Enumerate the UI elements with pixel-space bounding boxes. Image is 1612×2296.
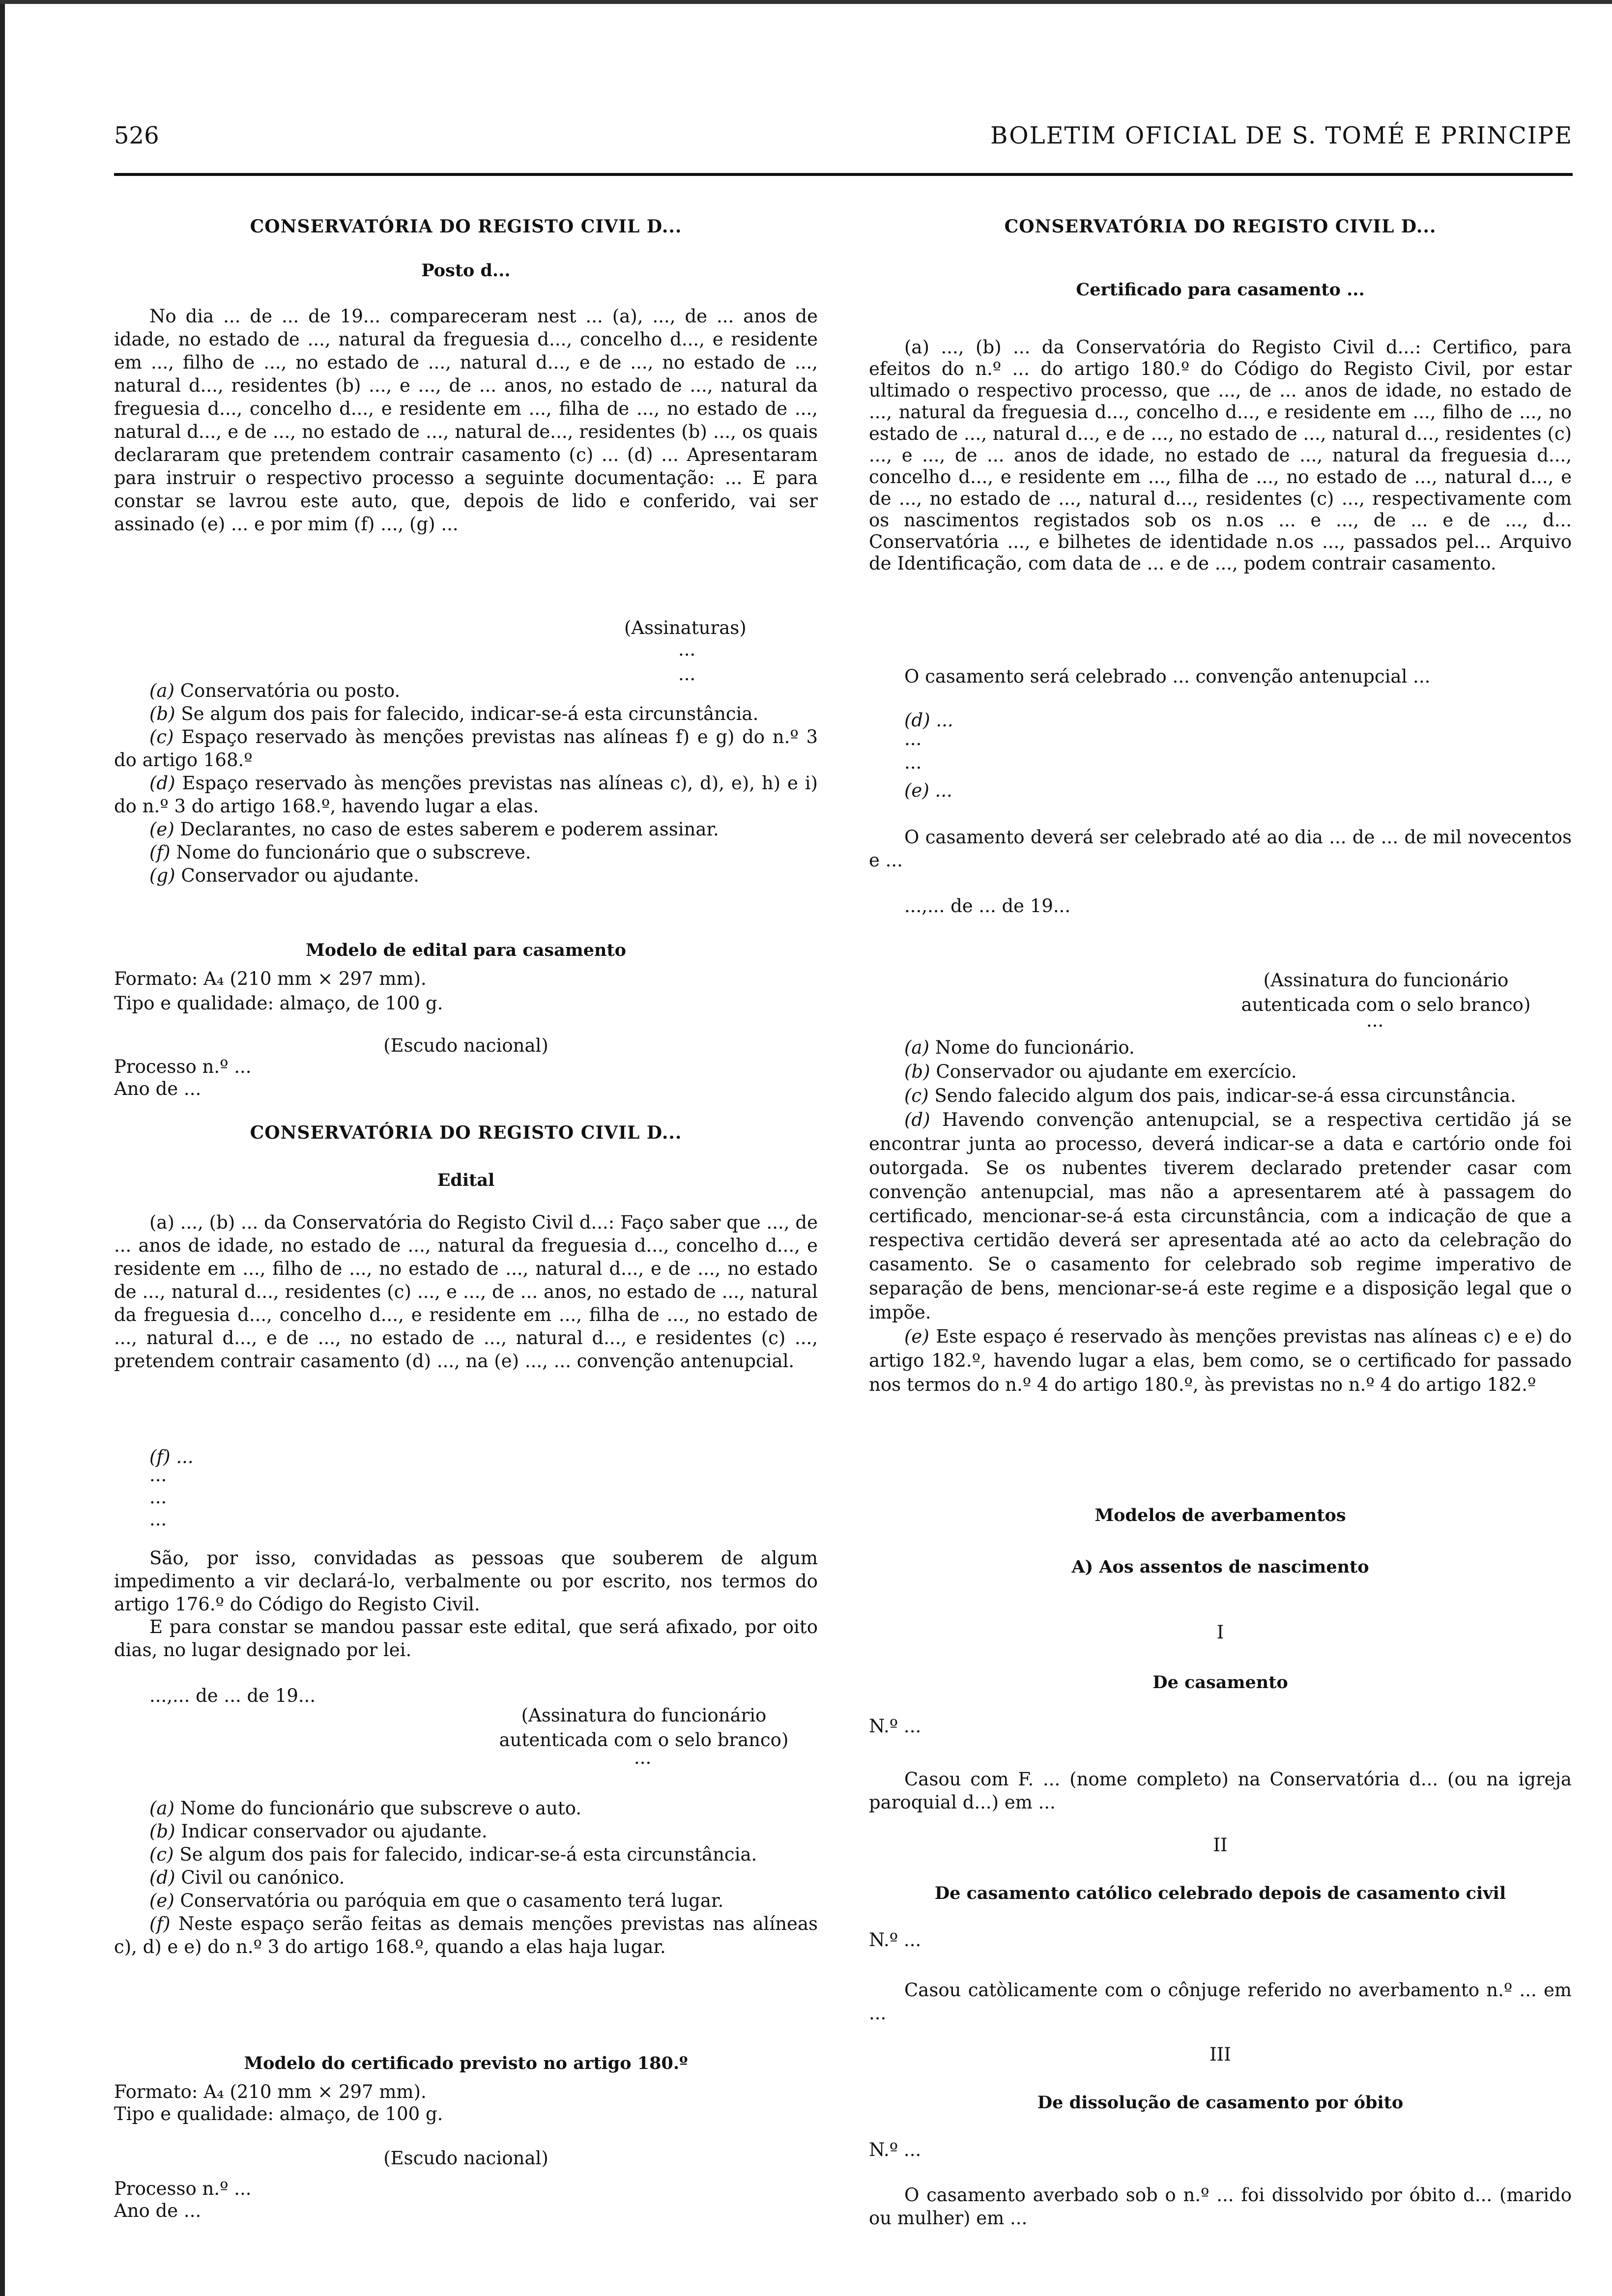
footnotes <box>114 1797 818 1958</box>
section-heading: CONSERVATÓRIA DO REGISTO CIVIL D... <box>1004 216 1437 237</box>
footnote <box>114 702 818 725</box>
page-edge-left <box>0 0 5 2296</box>
ellipsis: ... <box>634 1747 652 1768</box>
averbamento-number: N.º ... <box>869 2139 921 2160</box>
footnote-label: (c) <box>149 726 174 747</box>
body-paragraph: São, por isso, convidadas as pessoas que souberem de algum impedimento a vir declará-lo, verbalmente ou por escrito, nos termos do artigo 176.º do Código do Registo Civil. <box>114 1548 818 1615</box>
signature-block <box>472 1703 816 1752</box>
footnote-label: (f) <box>149 1913 171 1934</box>
footnote-label: (f) <box>149 842 171 863</box>
footnote-text: Nome do funcionário que subscreve o auto. <box>180 1798 582 1819</box>
footnote <box>114 679 818 702</box>
footnote <box>114 841 818 864</box>
body-paragraph: (a) ..., (b) ... da Conservatória do Registo Civil d...: Certifico, para efeitos do n.º ... do artigo 180.º do Código do Registo Civil, por estar ultimado o respectivo processo, que ..., de ... anos de idade, no estado de ..., natural da freguesia d..., concelho d..., e residente em ..., filho de ..., no estado de ..., natural d..., e de ..., no estado de ..., natural d..., residentes (c) ..., e ..., de ... anos de idade, no estado de ..., natural da freguesia d..., concelho d..., e residente em ..., filha de ..., no estado de ..., natural d..., e de ..., no estado de ..., natural d..., residentes (c) ..., respectivamente com os nascimentos registados sob os n.os ... e ..., de ... e de ..., d... Conservatória ..., e bilhetes de identidade n.os ..., passados pel... Arquivo de Identificação, com data de ... e de ..., podem contrair casamento. <box>869 337 1572 574</box>
footnote-label: (e) <box>149 1890 174 1911</box>
ellipsis: ... <box>678 639 696 660</box>
section-subheading: Edital <box>437 1170 495 1190</box>
ellipsis: ... <box>904 752 922 773</box>
type-line: Tipo e qualidade: almaço, de 100 g. <box>114 993 443 1014</box>
footnote-label: (d) <box>149 773 175 794</box>
ellipsis: ... <box>149 1464 167 1486</box>
process-year: Ano de ... <box>114 2200 202 2221</box>
footnote-text: Civil ou canónico. <box>181 1867 345 1888</box>
header-rule <box>114 173 1573 176</box>
section-subheading: Posto d... <box>421 260 511 281</box>
footnote <box>114 1843 818 1866</box>
ellipsis: ... <box>149 1509 167 1530</box>
averbamentos-title: Modelos de averbamentos <box>1094 1505 1346 1525</box>
averbamento-number: N.º ... <box>869 1929 921 1951</box>
footnote-text: Conservador ou ajudante em exercício. <box>936 1061 1297 1082</box>
ellipsis: ... <box>904 728 922 749</box>
footnote <box>869 1324 1572 1397</box>
footnote <box>114 1889 818 1912</box>
footnote-label: (e) <box>904 1326 929 1347</box>
footnote <box>869 1060 1572 1084</box>
footnote-label: (b) <box>149 703 175 724</box>
placeholder-e: (e) ... <box>904 780 952 801</box>
footnotes <box>869 1035 1572 1397</box>
page-number: 526 <box>114 122 159 149</box>
footnote <box>114 725 818 772</box>
footnote-text: Conservador ou ajudante. <box>181 865 420 886</box>
emblem-label: (Escudo nacional) <box>383 2148 548 2169</box>
averbamento-title: De casamento <box>1152 1672 1288 1693</box>
type-line: Tipo e qualidade: almaço, de 100 g. <box>114 2103 443 2124</box>
footnote-text: Indicar conservador ou ajudante. <box>181 1821 488 1842</box>
averbamento-text: O casamento averbado sob o n.º ... foi dissolvido por óbito d... (marido ou mulher) em ... <box>869 2184 1572 2229</box>
footnote <box>114 1797 818 1820</box>
footnote <box>114 864 818 887</box>
footnote-label: (a) <box>149 680 174 701</box>
process-info <box>114 2178 818 2222</box>
averbamento-text: Casou catòlicamente com o cônjuge referido no averbamento n.º ... em ... <box>869 1980 1572 2024</box>
footnote-label: (d) <box>904 1109 930 1130</box>
signature-line-2: autenticada com o selo branco) <box>1241 994 1531 1015</box>
averbamento-text: Casou com F. ... (nome completo) na Conservatória d... (ou na igreja paroquial d...) em ... <box>869 1769 1572 1813</box>
footnote-text: Espaço reservado às menções previstas nas alíneas f) e g) do n.º 3 do artigo 168.º <box>114 726 818 771</box>
footnote-label: (b) <box>904 1061 930 1082</box>
model-format <box>114 967 818 1016</box>
placeholder-f: (f) ... <box>149 1446 194 1467</box>
averbamentos-subtitle: A) Aos assentos de nascimento <box>1071 1557 1369 1577</box>
emblem-label: (Escudo nacional) <box>383 1035 548 1056</box>
footnote <box>114 1820 818 1843</box>
footnote <box>114 1866 818 1889</box>
ellipsis: ... <box>678 663 696 685</box>
averbamento-number: N.º ... <box>869 1716 921 1737</box>
signatures-label: (Assinaturas) <box>624 617 747 638</box>
signature-line-1: (Assinatura do funcionário <box>521 1705 767 1726</box>
averbamento-title: De dissolução de casamento por óbito <box>1037 2093 1404 2113</box>
footnote-text: Nome do funcionário. <box>935 1037 1135 1058</box>
signature-line-1: (Assinatura do funcionário <box>1263 970 1509 991</box>
process-year: Ano de ... <box>114 1078 202 1099</box>
ellipsis: ... <box>1366 1010 1384 1031</box>
process-info <box>114 1056 818 1100</box>
footnote-label: (a) <box>904 1037 929 1058</box>
footnote <box>869 1084 1572 1108</box>
format-line: Formato: A₄ (210 mm × 297 mm). <box>114 2081 427 2102</box>
footnote-label: (g) <box>149 865 175 886</box>
format-line: Formato: A₄ (210 mm × 297 mm). <box>114 968 427 989</box>
footnote-text: Nome do funcionário que o subscreve. <box>176 842 531 863</box>
footnote-label: (a) <box>149 1798 174 1819</box>
footnotes <box>114 679 818 887</box>
footnote <box>869 1035 1572 1060</box>
averbamento-title: De casamento católico celebrado depois de casamento civil <box>934 1883 1506 1903</box>
body-paragraph: O casamento será celebrado ... convenção antenupcial ... <box>904 666 1431 687</box>
placeholder-d: (d) ... <box>904 710 953 731</box>
footnote-label: (d) <box>149 1867 175 1888</box>
footnote-text: Espaço reservado às menções previstas nas alíneas c), d), e), h) e i) do n.º 3 do artigo 168.º, havendo lugar a elas. <box>114 773 818 817</box>
footnote <box>114 818 818 841</box>
date-line: ...,... de ... de 19... <box>904 895 1071 917</box>
body-paragraph: E para constar se mandou passar este edital, que será afixado, por oito dias, no lugar designado por lei. <box>114 1616 818 1661</box>
body-paragraph: No dia ... de ... de 19... compareceram nest ... (a), ..., de ... anos de idade, no estado de ..., natural da freguesia d..., concelho d..., e residente em ..., filho de ..., no estado de ..., natural d..., e de ..., no estado de ..., natural d..., residentes (b) ..., e ..., de ... anos, no estado de ..., natural da freguesia d..., concelho d..., e residente em ..., filha de ..., no estado de ..., natural d..., e de ..., no estado de ..., natural de..., residentes (b) ..., os quais declararam que pretendem contrair casamento (c) ... (d) ... Apresentaram para instruir o respectivo processo a seguinte documentação: ... E para constar se lavrou este auto, que, depois de lido e conferido, vai ser assinado (e) ... e por mim (f) ..., (g) ... <box>114 306 818 535</box>
footnote-text: Este espaço é reservado às menções previstas nas alíneas c) e e) do artigo 182.º, havendo lugar a elas, bem como, se o certificado for passado nos termos do n.º 4 do artigo 180.º, às previstas no n.º 4 do artigo 182.º <box>869 1326 1572 1395</box>
footnote-text: Sendo falecido algum dos pais, indicar-se-á essa circunstância. <box>934 1085 1516 1106</box>
footnote-label: (c) <box>904 1085 929 1106</box>
footnote-text: Conservatória ou paróquia em que o casamento terá lugar. <box>180 1890 724 1911</box>
averbamento-numeral: II <box>1213 1835 1228 1856</box>
footnote-text: Neste espaço serão feitas as demais menções previstas nas alíneas c), d) e e) do n.º 3 do artigo 168.º, quando a elas haja lugar. <box>114 1913 818 1957</box>
body-paragraph: O casamento deverá ser celebrado até ao dia ... de ... de mil novecentos e ... <box>869 827 1572 871</box>
footnote <box>114 772 818 818</box>
signature-block <box>1199 968 1573 1017</box>
footnote <box>869 1108 1572 1324</box>
ellipsis: ... <box>149 1487 167 1508</box>
averbamento-numeral: I <box>1216 1622 1224 1643</box>
footnote <box>114 1912 818 1958</box>
averbamento-numeral: III <box>1209 2044 1231 2065</box>
process-number: Processo n.º ... <box>114 1056 252 1077</box>
model-title: Modelo de edital para casamento <box>305 940 627 960</box>
date-line: ...,... de ... de 19... <box>149 1685 316 1706</box>
footnote-text: Declarantes, no caso de estes saberem e poderem assinar. <box>180 819 719 840</box>
page-edge-top <box>0 0 1612 4</box>
body-paragraph: (a) ..., (b) ... da Conservatória do Registo Civil d...: Faço saber que ..., de ... anos de idade, no estado de ..., natural da freguesia d..., concelho d..., e residente em ..., filho de ..., no estado de ..., natural d..., e de ..., no estado de ..., natural d..., residentes (c) ..., e ..., de ... anos, no estado de ..., natural da freguesia d..., concelho d..., e residente em ..., filha de ..., no estado de ..., natural d..., e de ..., no estado de ..., natural d..., e residentes (c) ..., pretendem contrair casamento (d) ..., na (e) ..., ... convenção antenupcial. <box>114 1212 818 1372</box>
section-heading: CONSERVATÓRIA DO REGISTO CIVIL D... <box>250 1122 682 1143</box>
model-format <box>114 2081 818 2125</box>
footnote-label: (c) <box>149 1844 174 1865</box>
footnote-text: Conservatória ou posto. <box>180 680 401 701</box>
model-title: Modelo do certificado previsto no artigo 180.º <box>244 2053 688 2073</box>
publication-title: BOLETIM OFICIAL DE S. TOMÉ E PRINCIPE <box>990 122 1573 149</box>
footnote-text: Se algum dos pais for falecido, indicar-se-á esta circunstância. <box>181 703 759 724</box>
section-subheading: Certificado para casamento ... <box>1076 280 1365 300</box>
footnote-label: (e) <box>149 819 174 840</box>
process-number: Processo n.º ... <box>114 2178 252 2199</box>
footnote-text: Havendo convenção antenupcial, se a respectiva certidão já se encontrar junta ao processo, deverá indicar-se a data e cartório onde foi outorgada. Se os nubentes tiverem declarado pretender casar com convenção antenupcial, mas não a apresentarem até à passagem do certificado, mencionar-se-á esta circunstância, com a indicação de que a respectiva certidão deverá ser apresentada até ao acto da celebração do casamento. Se o casamento for celebrado sob regime imperativo de separação de bens, mencionar-se-á este regime e a disposição legal que o impõe. <box>869 1109 1572 1323</box>
footnote-text: Se algum dos pais for falecido, indicar-se-á esta circunstância. <box>179 1844 757 1865</box>
signature-line-2: autenticada com o selo branco) <box>499 1729 789 1751</box>
section-heading: CONSERVATÓRIA DO REGISTO CIVIL D... <box>250 216 682 237</box>
footnote-label: (b) <box>149 1821 175 1842</box>
